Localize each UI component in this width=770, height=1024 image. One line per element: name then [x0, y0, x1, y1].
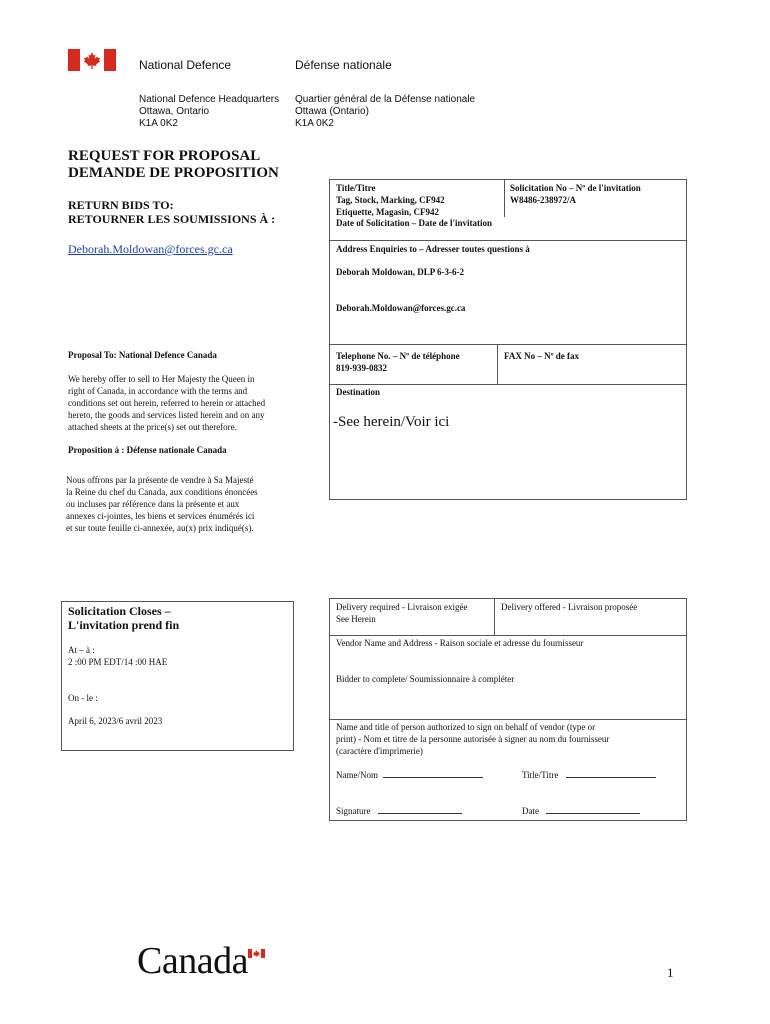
name-field — [336, 768, 483, 781]
page-number: 1 — [667, 965, 674, 980]
date-signature-line[interactable] — [546, 804, 640, 814]
canada-flag-icon — [68, 49, 116, 71]
date-field — [522, 804, 640, 817]
wordmark-flag-icon — [248, 945, 265, 954]
proposal-body-en — [68, 373, 265, 433]
name-label: Name/Nom — [336, 770, 378, 780]
return-bids-en: RETURN BIDS TO: — [68, 198, 174, 212]
proposal-line: right of Canada, in accordance with the terms and — [68, 386, 248, 396]
closing-at-label: At – à : — [68, 645, 95, 655]
proposal-line: ou incluses par référence dans la présente et aux — [66, 499, 240, 509]
solicitation-number-field — [510, 182, 641, 206]
proposal-to-en: Proposal To: National Defence Canada — [68, 350, 217, 360]
dept-name-fr: Défense nationale — [295, 58, 392, 72]
solicitation-date-label: Date of Solicitation – Date de l'invitation — [336, 218, 492, 228]
authorized-line: (caractère d'imprimerie) — [336, 746, 423, 756]
vendor-title-label: Title/Titre — [522, 770, 559, 780]
authorized-person-label — [336, 721, 609, 757]
address-line: K1A 0K2 — [139, 118, 178, 129]
authorized-line: print) - Nom et titre de la personne autorisée à signer au nom du fournisseur — [336, 734, 610, 744]
telephone-label: Telephone No. – Nº de téléphone — [336, 351, 460, 361]
proposal-line: et sur toute feuille ci-annexée, au(x) prix indiqué(s). — [66, 523, 254, 533]
date-label: Date — [522, 806, 539, 816]
canada-wordmark — [137, 939, 248, 983]
address-line: Quartier général de la Défense nationale — [295, 94, 476, 105]
solicitation-number-label: Solicitation No – Nº de l'invitation — [510, 183, 641, 193]
delivery-required-field — [336, 601, 467, 625]
title-signature-line[interactable] — [566, 768, 656, 778]
solicitation-number-value: W8486-238972/A — [510, 195, 576, 205]
title-fr: DEMANDE DE PROPOSITION — [68, 165, 279, 181]
address-fr — [295, 94, 475, 130]
vendor-label: Vendor Name and Address - Raison sociale et adresse du fournisseur — [336, 638, 584, 648]
closing-time: 2 :00 PM EDT/14 :00 HAE — [68, 657, 168, 667]
divider — [329, 240, 687, 241]
divider — [329, 344, 687, 345]
closing-title — [68, 604, 179, 632]
closing-title-en: Solicitation Closes – — [68, 604, 171, 618]
address-line: National Defence Headquarters — [139, 94, 280, 105]
proposal-line: attached sheets at the price(s) set out therefore. — [68, 422, 237, 432]
telephone-field — [336, 350, 460, 374]
address-en — [139, 94, 279, 130]
divider — [329, 635, 687, 636]
authorized-line: Name and title of person authorized to sign on behalf of vendor (type or — [336, 722, 596, 732]
fax-label: FAX No – Nº de fax — [504, 351, 580, 361]
delivery-offered-label: Delivery offered - Livraison proposée — [501, 602, 638, 612]
proposal-line: hereto, the goods and services listed herein and on any — [68, 410, 265, 420]
title-label: Title/Titre — [336, 183, 376, 193]
return-bids-heading — [68, 198, 275, 226]
enquiries-email: Deborah.Moldowan@forces.gc.ca — [336, 303, 466, 313]
destination-label: Destination — [336, 387, 381, 397]
destination-value: -See herein/Voir ici — [333, 414, 450, 430]
divider — [329, 719, 687, 720]
bidder-note: Bidder to complete/ Soumissionnaire à compléter — [336, 674, 515, 684]
signature-line[interactable] — [378, 804, 462, 814]
proposal-body-fr — [66, 474, 258, 534]
return-bids-fr: RETOURNER LES SOUMISSIONS À : — [68, 212, 276, 226]
vendor-box — [329, 598, 687, 821]
canada-wordmark-text: Canada — [137, 940, 248, 982]
divider — [329, 384, 687, 385]
closing-title-fr: L'invitation prend fin — [68, 618, 180, 632]
proposal-line: Nous offrons par la présente de vendre à Sa Majesté — [66, 475, 254, 485]
signature-label: Signature — [336, 806, 371, 816]
divider — [504, 179, 505, 217]
delivery-required-label: Delivery required - Livraison exigée — [336, 602, 468, 612]
title-field-vendor — [522, 768, 656, 781]
proposal-line: conditions set out herein, referred to herein or attached — [68, 398, 266, 408]
title-en: REQUEST FOR PROPOSAL — [68, 148, 261, 164]
closing-on-label: On - le : — [68, 693, 98, 703]
address-line: Ottawa, Ontario — [139, 106, 210, 117]
proposal-to-fr: Proposition à : Défense nationale Canada — [68, 445, 227, 455]
document-title — [68, 148, 279, 182]
dept-name-en: National Defence — [139, 58, 232, 72]
address-line: Ottawa (Ontario) — [295, 106, 369, 117]
return-bids-email-link[interactable]: Deborah.Moldowan@forces.gc.ca — [68, 242, 233, 256]
enquiries-name: Deborah Moldowan, DLP 6-3-6-2 — [336, 267, 464, 277]
proposal-line: annexes ci-jointes, les biens et services énumérés ici — [66, 511, 255, 521]
proposal-line: la Reine du chef du Canada, aux conditions énoncées — [66, 487, 258, 497]
title-value-en: Tag, Stock, Marking, CF942 — [336, 195, 445, 205]
name-signature-line[interactable] — [383, 768, 483, 778]
closing-date: April 6, 2023/6 avril 2023 — [68, 716, 163, 726]
title-field — [336, 182, 445, 218]
signature-field — [336, 804, 462, 817]
proposal-line: We hereby offer to sell to Her Majesty the Queen in — [68, 374, 255, 384]
address-line: K1A 0K2 — [295, 118, 334, 129]
enquiries-label: Address Enquiries to – Adresser toutes questions à — [336, 244, 530, 254]
telephone-value: 819-939-0832 — [336, 363, 387, 373]
divider — [497, 344, 498, 384]
divider — [494, 598, 495, 635]
delivery-required-value: See Herein — [336, 614, 376, 624]
title-value-fr: Etiquette, Magasin, CF942 — [336, 207, 439, 217]
